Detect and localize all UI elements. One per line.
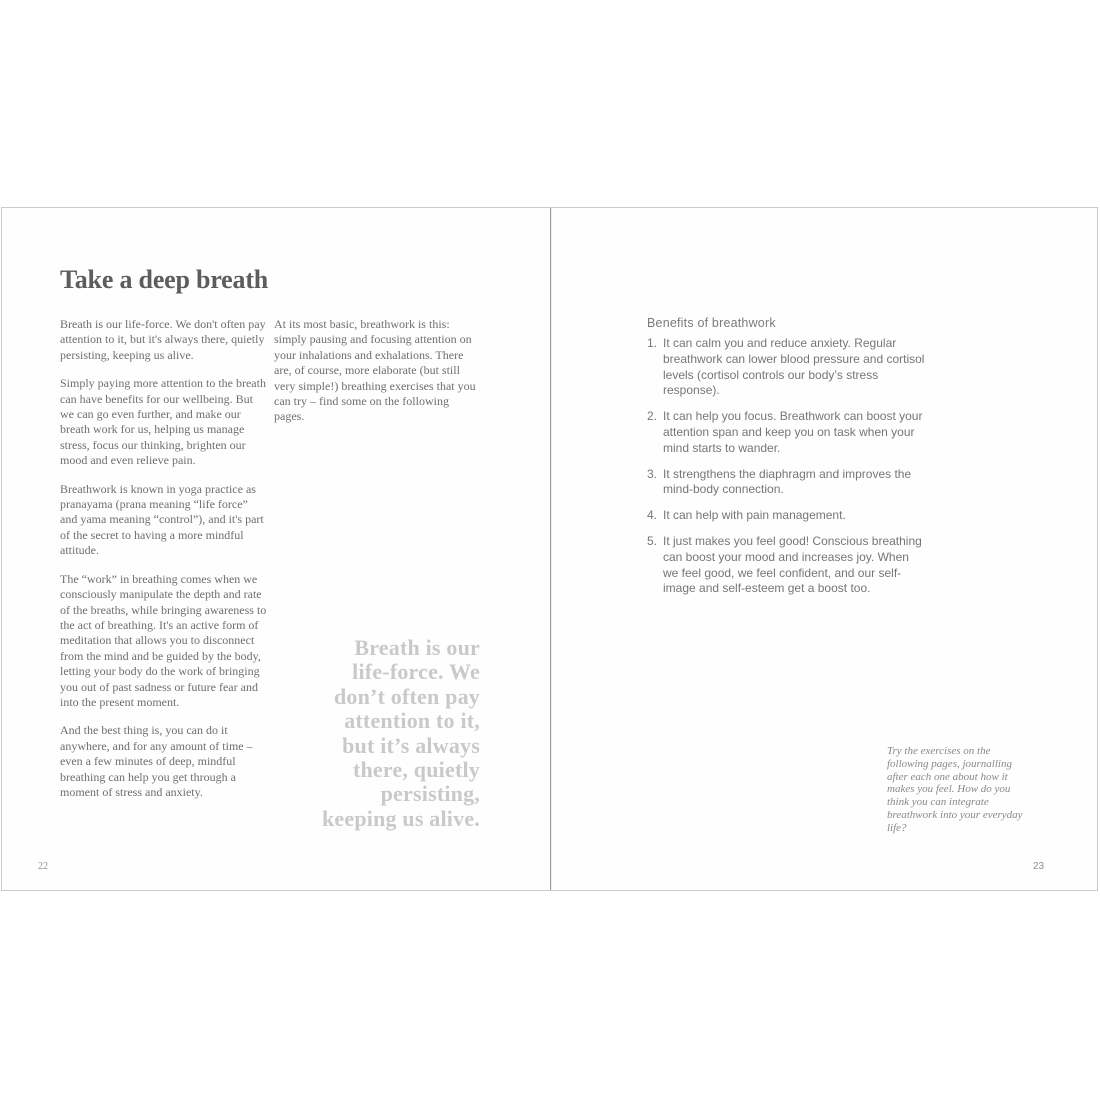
list-item	[647, 534, 925, 597]
benefits-list	[647, 336, 925, 607]
list-item-number: 2.	[647, 409, 658, 424]
pull-quote-line: keeping us alive.	[321, 805, 480, 831]
list-item	[647, 336, 925, 399]
list-item	[647, 467, 925, 499]
list-item-text: It can help you focus. Breathwork can boost your attention span and keep you on task when your mind starts to wander.	[663, 409, 923, 455]
page-number-right: 23	[1033, 861, 1045, 872]
list-item-number: 5.	[647, 533, 658, 548]
pull-quote-line: persisting,	[380, 781, 480, 807]
list-item-number: 3.	[647, 466, 658, 481]
paragraph: And the best thing is, you can do it anywhere, and for any amount of time – even a few minutes of deep, mindful breathing can help you get through a moment of stress and anxiety.	[60, 723, 253, 799]
pull-quote-line: don’t often pay	[333, 683, 480, 709]
pull-quote-line: there, quietly	[352, 757, 480, 783]
page-title: Take a deep breath	[60, 265, 269, 294]
pull-quote-line: Breath is our	[354, 635, 480, 660]
list-item-number: 1.	[647, 336, 658, 350]
page-number-left: 22	[38, 861, 48, 872]
paragraph: Breathwork is known in yoga practice as pranayama (prana meaning “life force” and yama meaning “control”), and it's part of the secret to having a more mindful attitude.	[60, 481, 264, 558]
book-spread	[1, 207, 1098, 891]
pull-quote-line: attention to it,	[344, 708, 480, 734]
list-item-text: It can calm you and reduce anxiety. Regular breathwork can lower blood pressure and cortisol levels (cortisol controls our body’s stress response).	[663, 336, 925, 398]
pull-quote-line: but it’s always	[342, 732, 480, 758]
pull-quote	[250, 636, 480, 831]
pull-quote-line: life-force. We	[352, 659, 480, 685]
list-item-text: It just makes you feel good! Conscious breathing can boost your mood and increases joy. When we feel good, we feel confident, and our self-image and self-esteem get a boost too.	[663, 533, 922, 596]
list-item-text: It strengthens the diaphragm and improves the mind-body connection.	[663, 466, 912, 497]
paragraph: Simply paying more attention to the breath can have benefits for our wellbeing. But we can go even further, and make our breath work for us, helping us manage stress, focus our thinking, brighten our mood and even relieve pain.	[60, 376, 266, 468]
journal-note: Try the exercises on the following pages, journalling after each one about how it makes you feel. How do you think you can integrate breathwork into your everyday life?	[887, 745, 1023, 834]
left-page-column-1	[60, 317, 267, 813]
list-item-number: 4.	[647, 508, 658, 523]
paragraph: The “work” in breathing comes when we consciously manipulate the depth and rate of the breaths, while bringing awareness to the act of breathing. It's an active form of meditation that allows you to disconnect from the mind and be guided by the body, letting your body do the work of bringing you out of past sadness or future fear and into the present moment.	[60, 571, 267, 709]
book-spine-divider	[550, 208, 551, 890]
benefits-heading: Benefits of breathwork	[647, 316, 776, 330]
list-item-text: It can help with pain management.	[663, 508, 846, 523]
left-page-column-2	[274, 317, 481, 438]
list-item	[647, 409, 925, 456]
paragraph: Breath is our life-force. We don't often pay attention to it, but it's always there, quietly persisting, keeping us alive.	[60, 317, 266, 362]
paragraph: At its most basic, breathwork is this: simply pausing and focusing attention on your inhalations and exhalations. There are, of course, more elaborate (but still very simple!) breathing exercises that you can try – find some on the following pages.	[274, 317, 476, 424]
list-item	[647, 508, 925, 524]
